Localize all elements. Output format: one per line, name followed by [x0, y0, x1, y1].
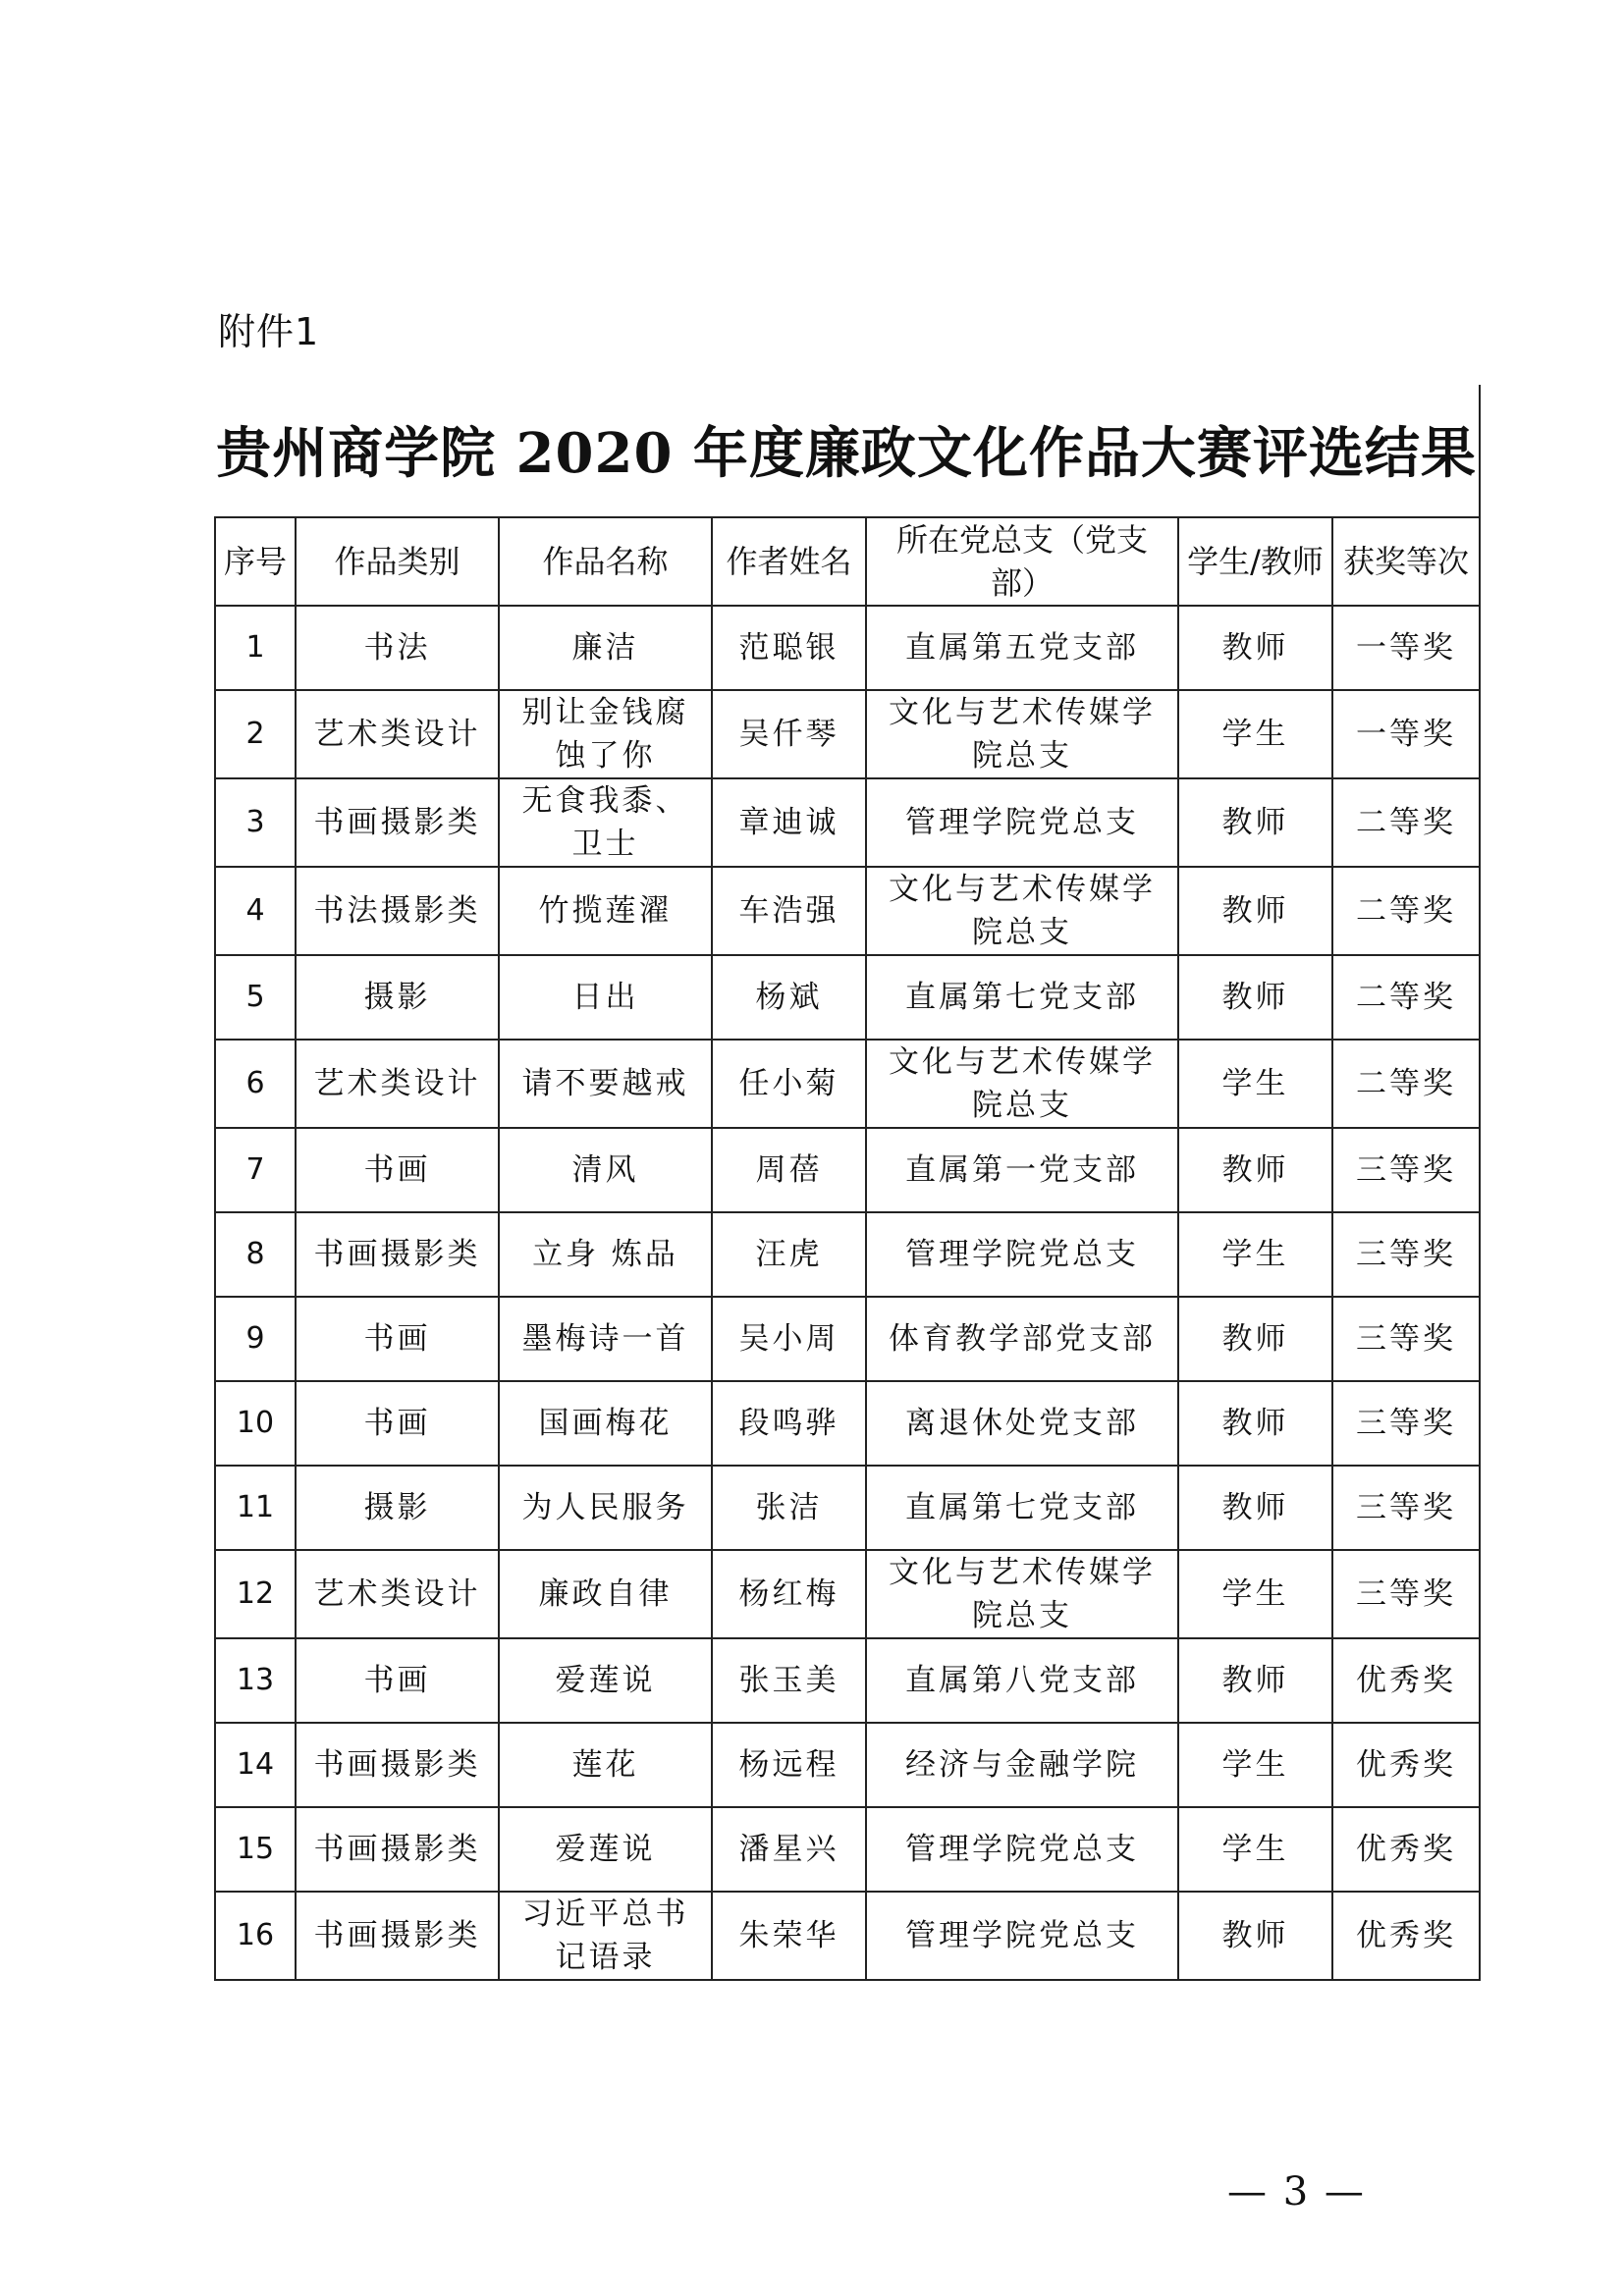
cell-author: 汪虎 [712, 1212, 866, 1297]
cell-category: 摄影 [296, 1466, 499, 1550]
cell-author: 张洁 [712, 1466, 866, 1550]
cell-category: 书法 [296, 606, 499, 690]
cell-party-branch: 直属第七党支部 [866, 1466, 1178, 1550]
cell-serial: 7 [215, 1128, 296, 1212]
cell-serial: 8 [215, 1212, 296, 1297]
cell-serial: 13 [215, 1638, 296, 1723]
cell-role: 教师 [1178, 606, 1332, 690]
cell-role: 学生 [1178, 1807, 1332, 1892]
cell-party-branch: 文化与艺术传媒学院总支 [866, 690, 1178, 778]
cell-serial: 10 [215, 1381, 296, 1466]
cell-party-branch: 直属第一党支部 [866, 1128, 1178, 1212]
table-row [215, 1128, 1480, 1212]
cell-author: 吴小周 [712, 1297, 866, 1381]
cell-work-title: 廉洁 [499, 606, 712, 690]
cell-role: 学生 [1178, 1040, 1332, 1128]
cell-author: 杨红梅 [712, 1550, 866, 1638]
cell-serial: 1 [215, 606, 296, 690]
cell-work-title: 清风 [499, 1128, 712, 1212]
cell-award: 三等奖 [1332, 1550, 1480, 1638]
table-row [215, 1807, 1480, 1892]
cell-party-branch: 直属第七党支部 [866, 955, 1178, 1040]
cell-author: 周蓓 [712, 1128, 866, 1212]
cell-category: 书画摄影类 [296, 1212, 499, 1297]
cell-work-title: 国画梅花 [499, 1381, 712, 1466]
cell-work-title: 无食我黍、卫士 [499, 778, 712, 867]
cell-award: 三等奖 [1332, 1466, 1480, 1550]
cell-award: 三等奖 [1332, 1297, 1480, 1381]
cell-party-branch: 离退休处党支部 [866, 1381, 1178, 1466]
cell-author: 潘星兴 [712, 1807, 866, 1892]
cell-work-title: 爱莲说 [499, 1807, 712, 1892]
cell-party-branch: 管理学院党总支 [866, 778, 1178, 867]
cell-role: 教师 [1178, 1128, 1332, 1212]
table-row [215, 1550, 1480, 1638]
table-row [215, 1381, 1480, 1466]
cell-award: 优秀奖 [1332, 1807, 1480, 1892]
cell-serial: 14 [215, 1723, 296, 1807]
cell-role: 教师 [1178, 1381, 1332, 1466]
cell-award: 二等奖 [1332, 867, 1480, 955]
cell-role: 教师 [1178, 955, 1332, 1040]
cell-category: 书画摄影类 [296, 1723, 499, 1807]
cell-work-title: 廉政自律 [499, 1550, 712, 1638]
header-author: 作者姓名 [712, 517, 866, 606]
cell-author: 朱荣华 [712, 1892, 866, 1980]
cell-author: 段鸣骅 [712, 1381, 866, 1466]
cell-author: 杨斌 [712, 955, 866, 1040]
cell-role: 教师 [1178, 1466, 1332, 1550]
cell-role: 教师 [1178, 1892, 1332, 1980]
attachment-label: 附件1 [218, 310, 320, 353]
table-row [215, 1638, 1480, 1723]
table-row [215, 1892, 1480, 1980]
cell-party-branch: 体育教学部党支部 [866, 1297, 1178, 1381]
cell-award: 一等奖 [1332, 690, 1480, 778]
cell-category: 书画摄影类 [296, 1807, 499, 1892]
cell-work-title: 莲花 [499, 1723, 712, 1807]
cell-party-branch: 直属第八党支部 [866, 1638, 1178, 1723]
cell-serial: 4 [215, 867, 296, 955]
cell-category: 书画 [296, 1638, 499, 1723]
cell-award: 二等奖 [1332, 778, 1480, 867]
header-award: 获奖等次 [1332, 517, 1480, 606]
cell-party-branch: 管理学院党总支 [866, 1892, 1178, 1980]
cell-serial: 6 [215, 1040, 296, 1128]
cell-role: 教师 [1178, 867, 1332, 955]
table-row [215, 955, 1480, 1040]
cell-serial: 11 [215, 1466, 296, 1550]
cell-category: 艺术类设计 [296, 1040, 499, 1128]
cell-author: 车浩强 [712, 867, 866, 955]
cell-work-title: 日出 [499, 955, 712, 1040]
cell-award: 优秀奖 [1332, 1892, 1480, 1980]
table-row [215, 1212, 1480, 1297]
cell-party-branch: 管理学院党总支 [866, 1807, 1178, 1892]
cell-role: 学生 [1178, 1550, 1332, 1638]
cell-award: 二等奖 [1332, 1040, 1480, 1128]
table-row [215, 1040, 1480, 1128]
cell-serial: 15 [215, 1807, 296, 1892]
table-row [215, 1723, 1480, 1807]
cell-award: 二等奖 [1332, 955, 1480, 1040]
cell-role: 教师 [1178, 1297, 1332, 1381]
results-table [214, 516, 1481, 1981]
cell-role: 学生 [1178, 1212, 1332, 1297]
cell-role: 学生 [1178, 1723, 1332, 1807]
page-title: 贵州商学院 2020 年度廉政文化作品大赛评选结果 [216, 421, 1477, 486]
cell-work-title: 墨梅诗一首 [499, 1297, 712, 1381]
cell-award: 优秀奖 [1332, 1723, 1480, 1807]
cell-work-title: 习近平总书记语录 [499, 1892, 712, 1980]
page-number: — 3 — [1227, 2169, 1366, 2215]
header-serial: 序号 [215, 517, 296, 606]
cell-author: 杨远程 [712, 1723, 866, 1807]
cell-party-branch: 文化与艺术传媒学院总支 [866, 1550, 1178, 1638]
cell-category: 艺术类设计 [296, 690, 499, 778]
table-row [215, 778, 1480, 867]
cell-award: 三等奖 [1332, 1212, 1480, 1297]
cell-author: 范聪银 [712, 606, 866, 690]
cell-work-title: 竹揽莲濯 [499, 867, 712, 955]
table-row [215, 606, 1480, 690]
cell-author: 张玉美 [712, 1638, 866, 1723]
table-row [215, 690, 1480, 778]
header-party-branch: 所在党总支（党支部） [866, 517, 1178, 606]
cell-category: 书画 [296, 1128, 499, 1212]
cell-category: 书画摄影类 [296, 1892, 499, 1980]
cell-role: 教师 [1178, 778, 1332, 867]
cell-category: 书画摄影类 [296, 778, 499, 867]
table-header-row [215, 517, 1480, 606]
cell-category: 艺术类设计 [296, 1550, 499, 1638]
cell-author: 任小菊 [712, 1040, 866, 1128]
cell-serial: 12 [215, 1550, 296, 1638]
cell-award: 一等奖 [1332, 606, 1480, 690]
cell-category: 书法摄影类 [296, 867, 499, 955]
cell-serial: 2 [215, 690, 296, 778]
header-role: 学生/教师 [1178, 517, 1332, 606]
cell-award: 三等奖 [1332, 1128, 1480, 1212]
cell-work-title: 立身 炼品 [499, 1212, 712, 1297]
table-row [215, 1297, 1480, 1381]
cell-role: 学生 [1178, 690, 1332, 778]
cell-work-title: 别让金钱腐蚀了你 [499, 690, 712, 778]
header-category: 作品类别 [296, 517, 499, 606]
cell-work-title: 爱莲说 [499, 1638, 712, 1723]
cell-author: 章迪诚 [712, 778, 866, 867]
cell-category: 书画 [296, 1381, 499, 1466]
cell-party-branch: 文化与艺术传媒学院总支 [866, 1040, 1178, 1128]
cell-category: 摄影 [296, 955, 499, 1040]
cell-serial: 5 [215, 955, 296, 1040]
cell-role: 教师 [1178, 1638, 1332, 1723]
cell-serial: 9 [215, 1297, 296, 1381]
cell-category: 书画 [296, 1297, 499, 1381]
header-work-title: 作品名称 [499, 517, 712, 606]
cell-award: 优秀奖 [1332, 1638, 1480, 1723]
cell-work-title: 为人民服务 [499, 1466, 712, 1550]
cell-work-title: 请不要越戒 [499, 1040, 712, 1128]
cell-serial: 3 [215, 778, 296, 867]
table-row [215, 867, 1480, 955]
cell-author: 吴仟琴 [712, 690, 866, 778]
table-row [215, 1466, 1480, 1550]
cell-party-branch: 文化与艺术传媒学院总支 [866, 867, 1178, 955]
cell-party-branch: 直属第五党支部 [866, 606, 1178, 690]
cell-serial: 16 [215, 1892, 296, 1980]
cell-party-branch: 管理学院党总支 [866, 1212, 1178, 1297]
cell-party-branch: 经济与金融学院 [866, 1723, 1178, 1807]
cell-award: 三等奖 [1332, 1381, 1480, 1466]
